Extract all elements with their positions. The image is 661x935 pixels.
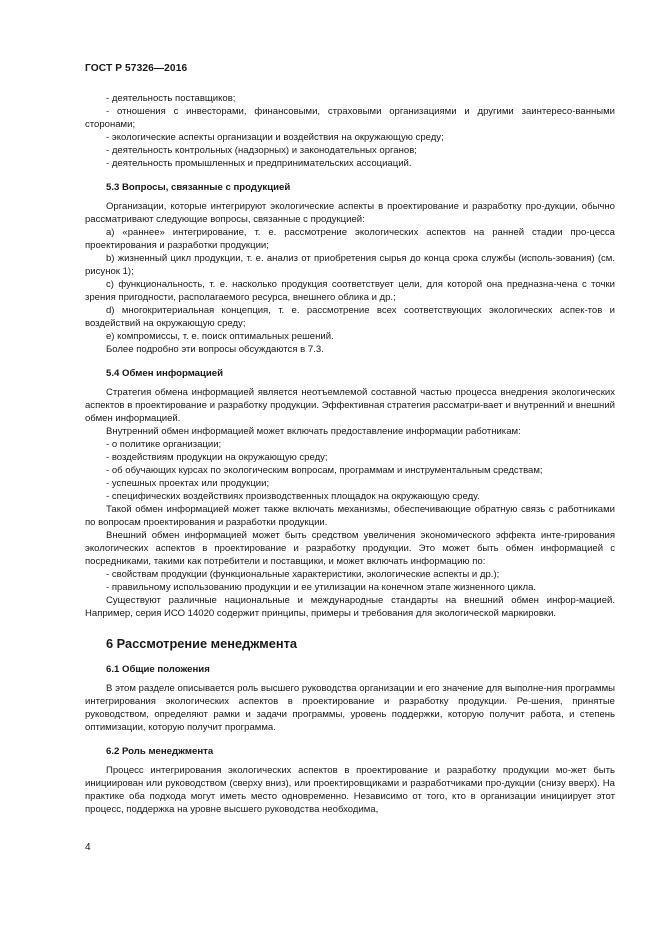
page-number: 4 <box>85 842 91 853</box>
paragraph: Стратегия обмена информацией является неотъемлемой составной частью процесса внедрения экологических аспектов в проектирование и разработку продукции. Эффективная стратегия рассматри-вает и внутренний и внешний обмен информацией. <box>85 387 615 424</box>
paragraph: Такой обмен информацией может также включать механизмы, обеспечивающие обратную связь с работниками по вопросам проектирования и разработки продукции. <box>85 504 615 528</box>
paragraph: Процесс интегрирования экологических аспектов в проектирование и разработку продукции мо-жет быть инициирован или руководством (сверху вниз), или проектировщиками и разработчиками про-дукции (снизу вверх). На практике оба подхода могут иметь место одновременно. Независимо от того, кто в организации инициирует этот процесс, поддержка на уровне высшего руководства необходима, <box>85 765 615 815</box>
paragraph: Существуют различные национальные и международные стандарты на внешний обмен инфор-мацией. Например, серия ИСО 14020 содержит принципы, примеры и требования для экологической маркировки. <box>85 595 615 619</box>
list-item: - экологические аспекты организации и воздействия на окружающую среду; <box>106 132 444 143</box>
section-heading: 6 Рассмотрение менеджмента <box>106 636 297 651</box>
list-item: - деятельность промышленных и предпринимательских ассоциаций. <box>106 158 412 169</box>
paragraph: Организации, которые интегрируют экологические аспекты в проектирование и разработку про-дукции, обычно рассматривают следующие вопросы, связанные с продукцией: <box>85 201 615 225</box>
list-item: - деятельность контрольных (надзорных) и законодательных органов; <box>106 145 417 156</box>
list-item: - специфических воздействиях производственных площадок на окружающую среду. <box>106 491 480 502</box>
list-item: - деятельность поставщиков; <box>106 93 236 104</box>
page-body <box>85 92 615 816</box>
list-item: a) «раннее» интегрирование, т. е. рассмотрение экологических аспектов на ранней стадии про-цесса проектирования и разработки продукции; <box>85 227 615 251</box>
list-item: - об обучающих курсах по экологическим вопросам, программам и инструментальным средствам; <box>106 465 543 476</box>
list-item: - успешных проектах или продукции; <box>106 478 270 489</box>
list-item: c) функциональность, т. е. насколько продукция соответствует цели, для которой она предназна-чена с точки зрения пригодности, располагаемого ресурса, внешнего облика и др.; <box>85 279 615 303</box>
document-header: ГОСТ Р 57326—2016 <box>85 63 188 74</box>
subsection-heading: 6.2 Роль менеджмента <box>106 746 214 757</box>
paragraph: Внутренний обмен информацией может включать предоставление информации работникам: <box>106 426 521 437</box>
list-item: - правильному использованию продукции и ее утилизации на конечном этапе жизненного цикла. <box>106 582 537 593</box>
paragraph: Более подробно эти вопросы обсуждаются в 7.3. <box>106 344 324 355</box>
list-item: - свойствам продукции (функциональные характеристики, экологические аспекты и др.); <box>106 569 500 580</box>
list-item: - воздействиям продукции на окружающую среду; <box>106 452 328 463</box>
list-item: - отношения с инвесторами, финансовыми, страховыми организациями и другими заинтересо-ванными сторонами; <box>85 106 615 130</box>
paragraph: Внешний обмен информацией может быть средством увеличения экономического эффекта инте-грирования экологических аспектов в проектирование и разработку продукции. Это может быть обмен информацией с посредниками, такими как потребители и поставщики, и может включать информацию по: <box>85 530 615 567</box>
subsection-heading: 5.4 Обмен информацией <box>106 368 224 379</box>
list-item: b) жизненный цикл продукции, т. е. анализ от приобретения сырья до конца срока службы (исполь-зования) (см. рисунок 1); <box>85 253 615 277</box>
paragraph: В этом разделе описывается роль высшего руководства организации и его значение для выполне-ния программы интегрирования экологических аспектов в проектирование и разработку продукции. Ре-шения, принятые руководством, определяют рамки и задачи программы, уровень поддержки, которую получит работа, и степень оптимизации, которую получит программа. <box>85 683 615 733</box>
list-item: d) многокритериальная концепция, т. е. рассмотрение всех соответствующих экологических аспек-тов и воздействий на окружающую среду; <box>85 305 615 329</box>
list-item: e) компромиссы, т. е. поиск оптимальных решений. <box>106 331 334 342</box>
list-item: - о политике организации; <box>106 439 222 450</box>
subsection-heading: 5.3 Вопросы, связанные с продукцией <box>106 182 291 193</box>
subsection-heading: 6.1 Общие положения <box>106 664 210 675</box>
